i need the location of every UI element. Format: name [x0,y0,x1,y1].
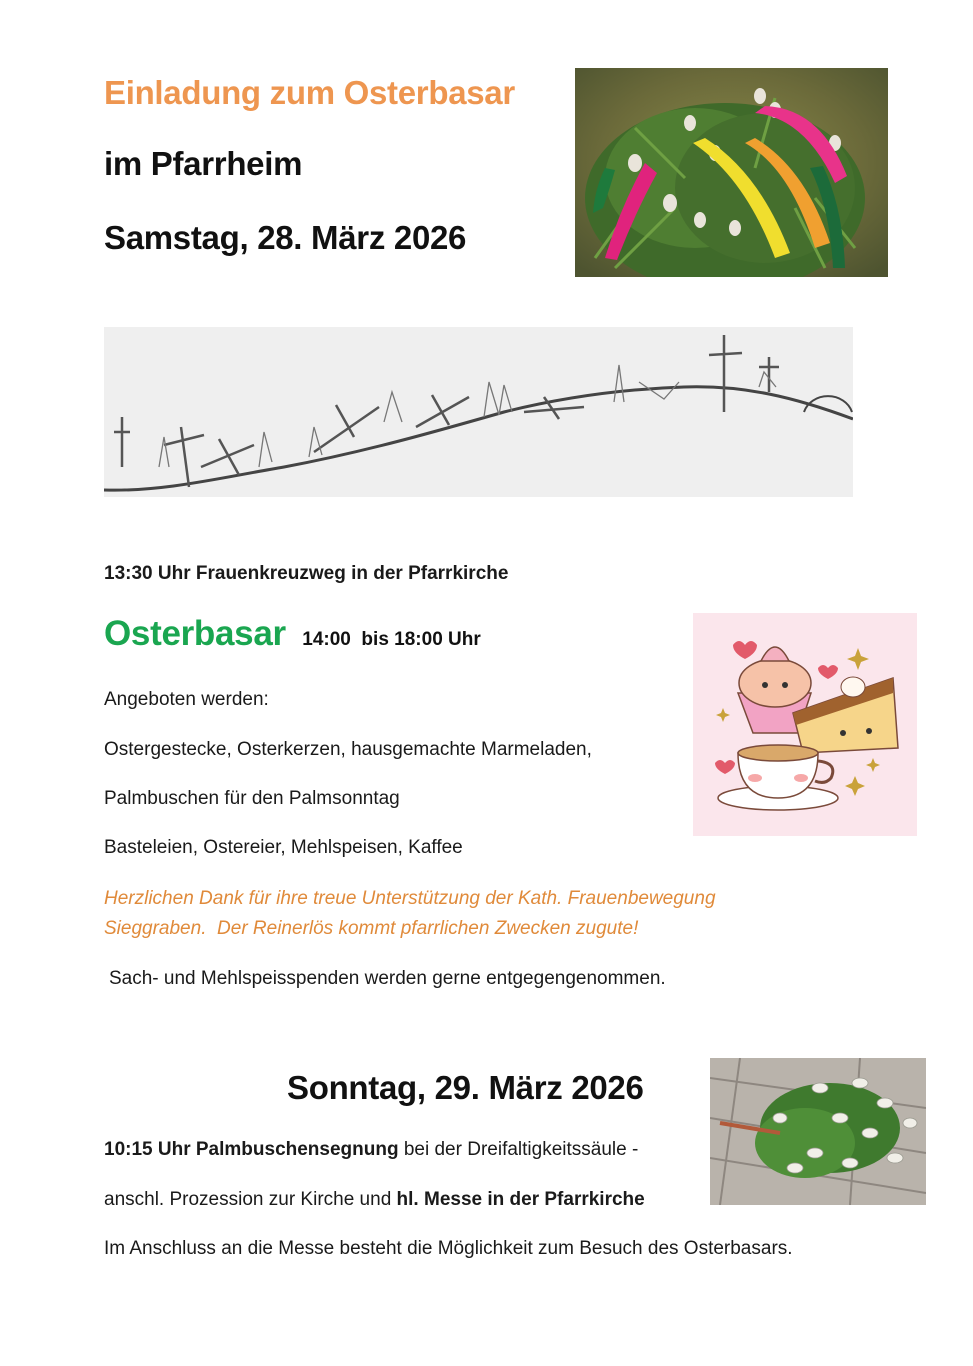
bazaar-title: Osterbasar [104,614,286,653]
invitation-title: Einladung zum Osterbasar [104,74,515,111]
offered-item: Palmbuschen für den Palmsonntag [104,788,400,809]
sunday-blessing-line [104,1139,638,1161]
blessing-time: 10:15 Uhr Palmbuschensegnung [104,1139,399,1160]
sunday-procession-line [104,1189,645,1211]
thanks-line-2: Sieggraben. Der Reinerlös kommt pfarrlichen Zwecken zugute! [104,918,639,939]
kreuzweg-time-line: 13:30 Uhr Frauenkreuzweg in der Pfarrkirche [104,563,509,584]
offered-label: Angeboten werden: [104,689,269,710]
offered-item: Ostergestecke, Osterkerzen, hausgemachte Marmeladen, [104,739,592,760]
thanks-line-1: Herzlichen Dank für ihre treue Unterstützung der Kath. Frauenbewegung [104,888,716,909]
mass-text: hl. Messe in der Pfarrkirche [396,1189,645,1210]
sunday-date-heading: Sonntag, 29. März 2026 [287,1069,644,1106]
bazaar-time: 14:00 bis 18:00 Uhr [302,629,481,650]
sunday-bazaar-note: Im Anschluss an die Messe besteht die Möglichkeit zum Besuch des Osterbasars. [104,1238,793,1259]
donations-note: Sach- und Mehlspeisspenden werden gerne entgegengenommen. [109,968,666,989]
procession-text: anschl. Prozession zur Kirche und [104,1189,397,1210]
stations-of-cross-image [104,327,853,497]
thanks-message [104,884,716,944]
willow-bunch-image [710,1058,926,1205]
cake-coffee-image [693,613,917,836]
saturday-date-heading: Samstag, 28. März 2026 [104,219,467,256]
location-heading: im Pfarrheim [104,145,303,182]
palm-bouquet-image [575,68,888,277]
blessing-place: bei der Dreifaltigkeitssäule - [398,1139,639,1160]
offered-item: Basteleien, Ostereier, Mehlspeisen, Kaffee [104,837,463,858]
